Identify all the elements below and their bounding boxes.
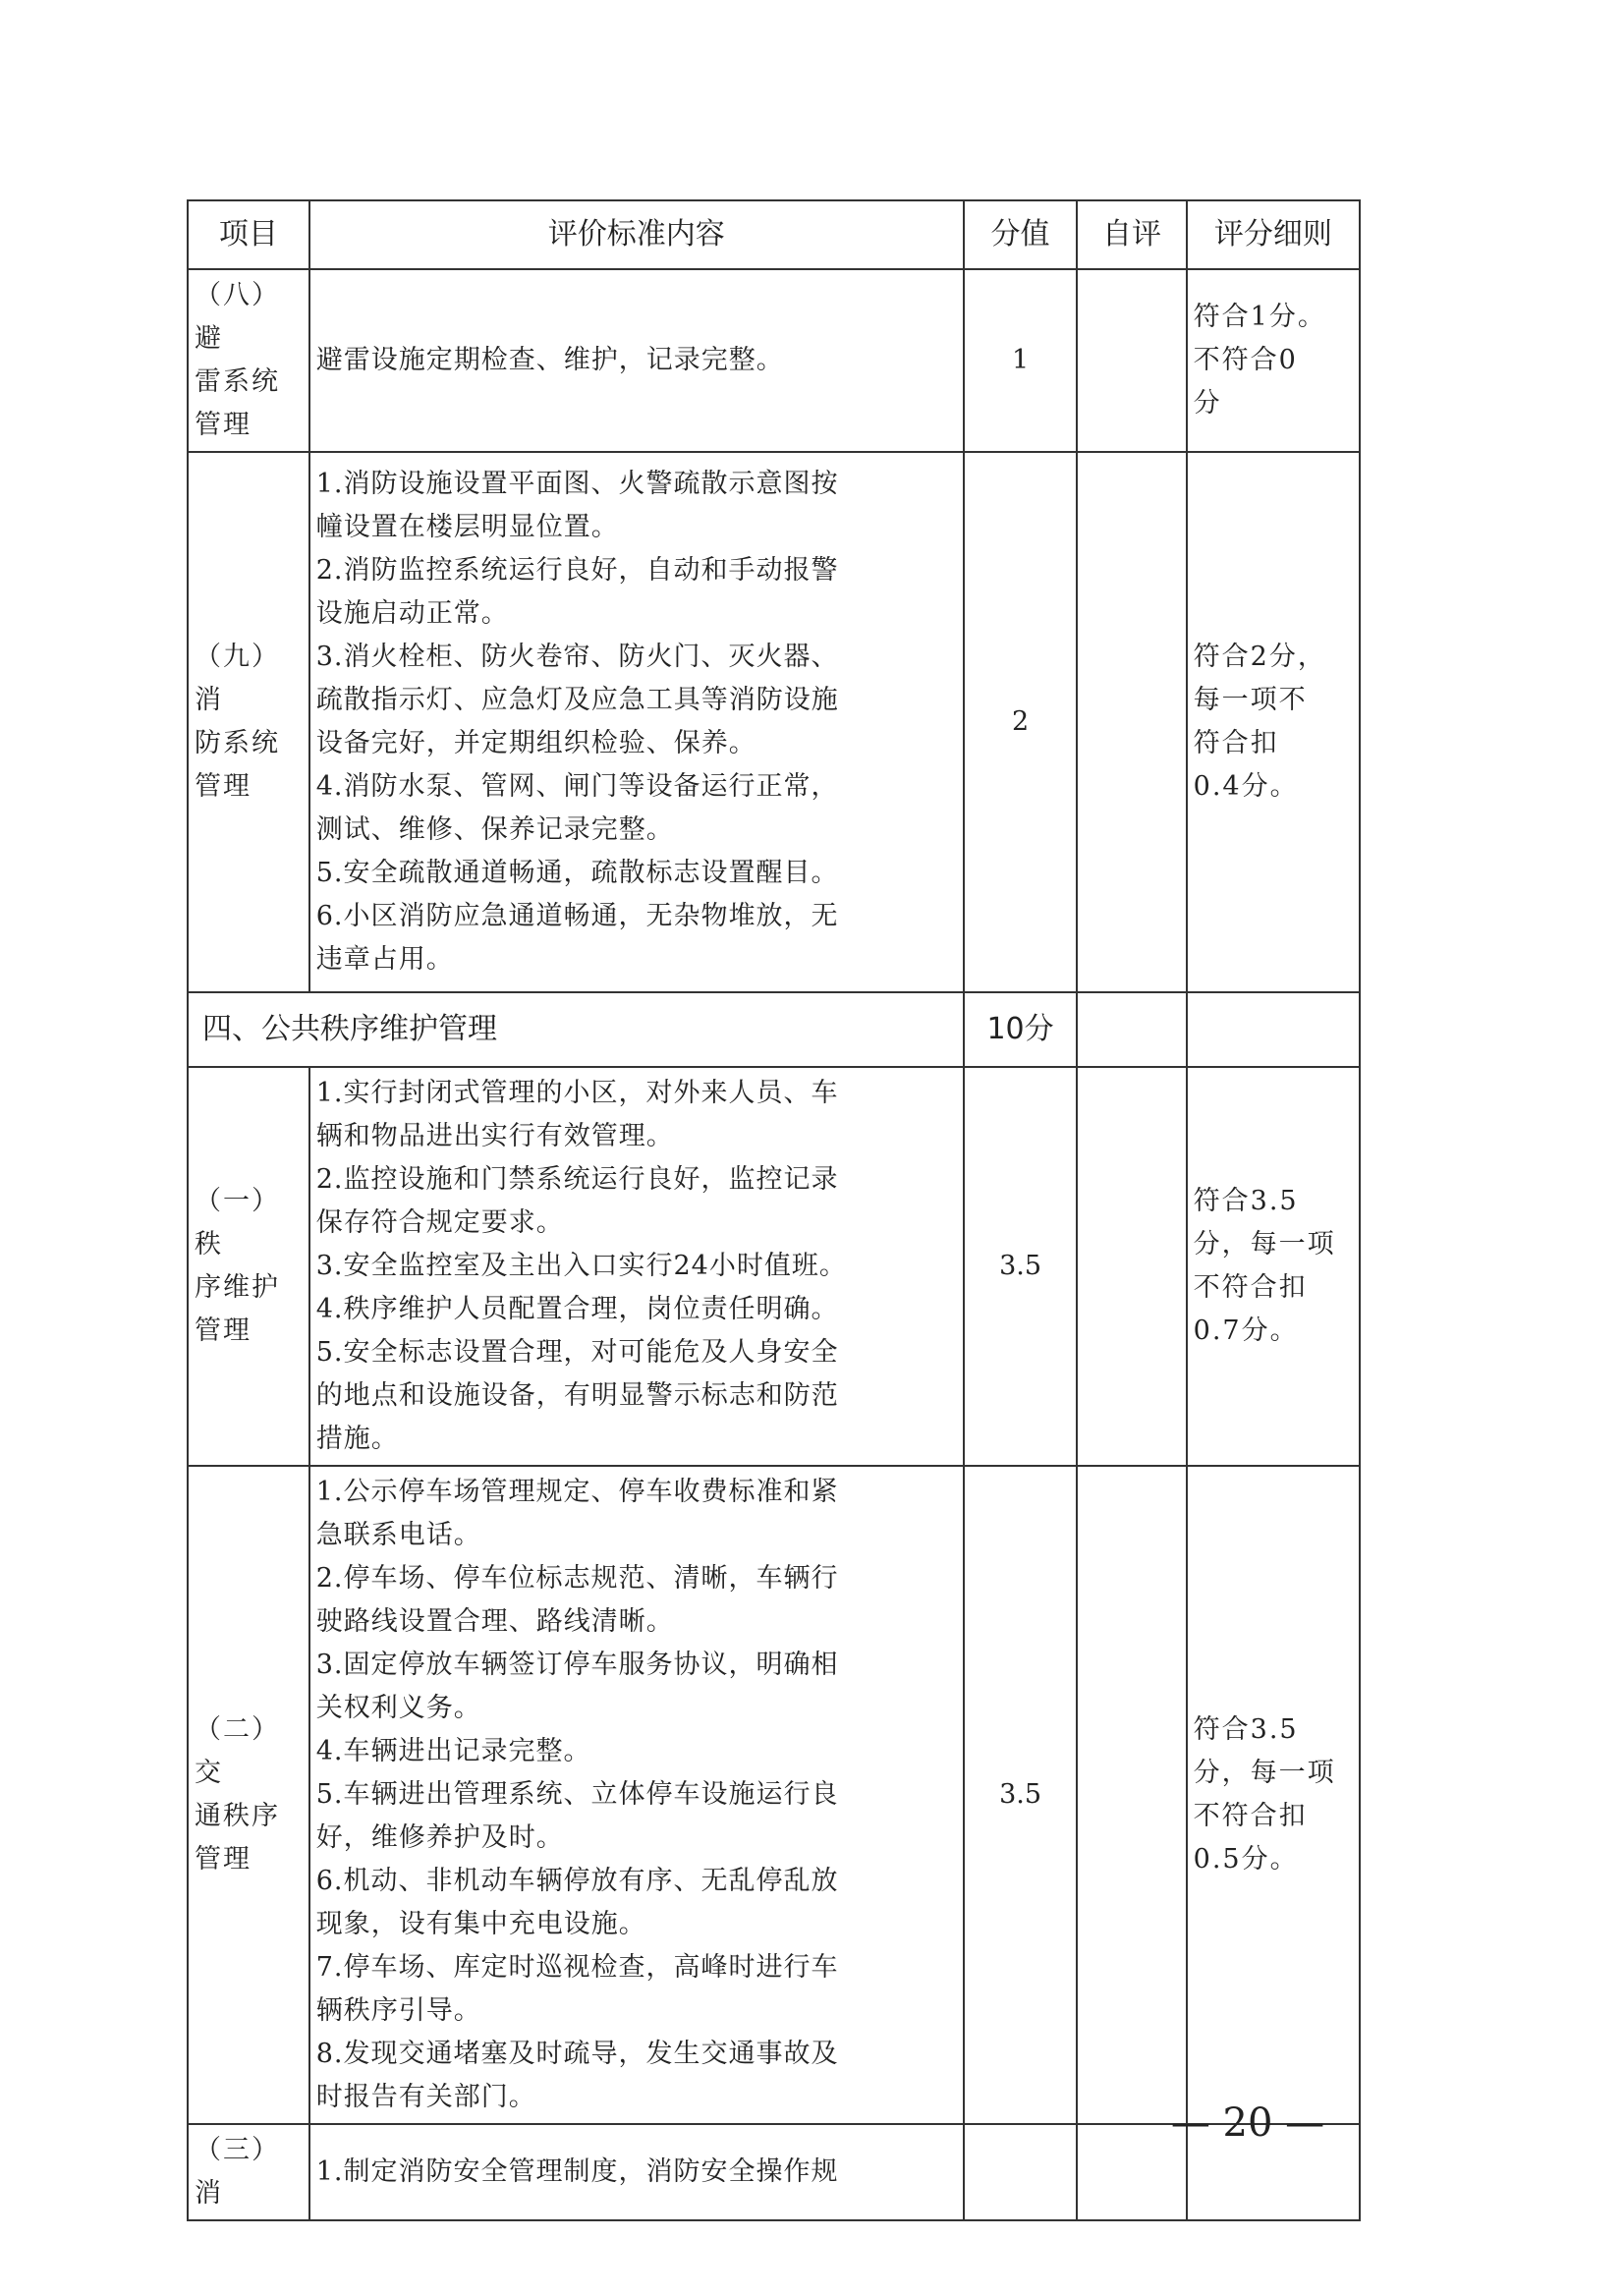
standard-cell-line: 5.车辆进出管理系统、立体停车设施运行良 [315, 1779, 839, 1810]
header-score: 分值 [964, 200, 1077, 269]
standard-cell-line: 辆和物品进出实行有效管理。 [315, 1121, 674, 1151]
rule-cell [1187, 1067, 1360, 1466]
section-score: 10分 [964, 992, 1077, 1067]
item-cell [188, 1067, 309, 1466]
rule-cell-line: 不符合扣 [1193, 1801, 1308, 1831]
standard-cell-line: 1.消防设施设置平面图、火警疏散示意图按 [315, 469, 839, 499]
score-cell: 1 [964, 269, 1077, 452]
table-body-lower [188, 1067, 1360, 2220]
section-body [188, 992, 1360, 1067]
section-self-cell [1077, 992, 1186, 1067]
standard-cell-line: 2.消防监控系统运行良好，自动和手动报警 [315, 555, 839, 586]
standard-cell-line: 时报告有关部门。 [315, 2082, 536, 2112]
table-row [188, 1466, 1360, 2124]
standard-cell-line: 4.车辆进出记录完整。 [315, 1736, 591, 1766]
standard-cell-line: 违章占用。 [315, 944, 454, 975]
item-cell-line: （一）秩 [195, 1186, 280, 1259]
standard-cell [309, 452, 964, 992]
header-item: 项目 [188, 200, 309, 269]
table-header-row [188, 200, 1360, 269]
standard-cell [309, 2124, 964, 2220]
standard-cell-line: 设备完好，并定期组织检验、保养。 [315, 728, 756, 758]
standard-cell-line: 3.安全监控室及主出入口实行24小时值班。 [315, 1251, 847, 1281]
standard-cell-line: 驶路线设置合理、路线清晰。 [315, 1606, 674, 1637]
header-rule: 评分细则 [1187, 200, 1360, 269]
self-eval-cell [1077, 1067, 1186, 1466]
rule-cell-line: 分，每一项 [1193, 1229, 1336, 1259]
self-eval-cell [1077, 269, 1186, 452]
table-body-upper [188, 269, 1360, 992]
standard-cell-line: 现象，设有集中充电设施。 [315, 1909, 646, 1939]
standard-cell-line: 8.发现交通堵塞及时疏导，发生交通事故及 [315, 2039, 839, 2069]
item-cell [188, 1466, 309, 2124]
item-cell-line: 通秩序 [195, 1801, 280, 1831]
standard-cell-line: 3.消火栓柜、防火卷帘、防火门、灭火器、 [315, 642, 839, 672]
standard-cell-line: 4.秩序维护人员配置合理，岗位责任明确。 [315, 1294, 839, 1324]
standard-cell-line: 1.实行封闭式管理的小区，对外来人员、车 [315, 1078, 839, 1108]
standard-cell-line: 辆秩序引导。 [315, 1995, 481, 2026]
standard-cell-line: 避雷设施定期检查、维护，记录完整。 [315, 345, 784, 375]
rule-cell-line: 符合扣 [1193, 728, 1279, 758]
section-row [188, 992, 1360, 1067]
standard-cell-line: 急联系电话。 [315, 1520, 481, 1550]
rule-cell [1187, 452, 1360, 992]
rule-cell [1187, 1466, 1360, 2124]
rule-cell-line: 分，每一项 [1193, 1758, 1336, 1788]
standard-cell-line: 4.消防水泵、管网、闸门等设备运行正常， [315, 771, 839, 802]
score-cell: 2 [964, 452, 1077, 992]
rule-cell-line: 0.7分。 [1193, 1315, 1299, 1346]
section-rule-cell [1187, 992, 1360, 1067]
rule-cell-line: 不符合扣 [1193, 1272, 1308, 1303]
standard-cell-line: 1.公示停车场管理规定、停车收费标准和紧 [315, 1477, 839, 1507]
item-cell [188, 2124, 309, 2220]
standard-cell-line: 措施。 [315, 1424, 399, 1454]
standard-cell-line: 的地点和设施设备，有明显警示标志和防范 [315, 1380, 839, 1411]
standard-cell-line: 1.制定消防安全管理制度，消防安全操作规 [315, 2156, 839, 2187]
evaluation-table [187, 199, 1361, 2221]
section-title: 四、公共秩序维护管理 [188, 992, 964, 1067]
item-cell-line: 防系统 [195, 728, 280, 758]
rule-cell-line: 符合2分， [1193, 642, 1326, 672]
rule-cell-line: 不符合0 [1193, 345, 1298, 375]
standard-cell-line: 好，维修养护及时。 [315, 1822, 564, 1853]
standard-cell-line: 测试、维修、保养记录完整。 [315, 814, 674, 845]
item-cell-line: （九）消 [195, 642, 280, 715]
rule-cell-line: 符合3.5 [1193, 1714, 1299, 1745]
self-eval-cell [1077, 1466, 1186, 2124]
standard-cell-line: 设施启动正常。 [315, 598, 509, 629]
item-cell [188, 269, 309, 452]
rule-cell-line: 0.4分。 [1193, 771, 1299, 802]
page-number: — 20 — [1170, 2100, 1325, 2146]
self-eval-cell [1077, 452, 1186, 992]
item-cell-line: （二）交 [195, 1714, 280, 1788]
standard-cell [309, 1466, 964, 2124]
score-cell: 3.5 [964, 1466, 1077, 2124]
standard-cell-line: 6.机动、非机动车辆停放有序、无乱停乱放 [315, 1866, 839, 1896]
header-standard: 评价标准内容 [309, 200, 964, 269]
item-cell-line: （八）避 [195, 280, 280, 354]
item-cell-line: 管理 [195, 410, 252, 440]
item-cell-line: 管理 [195, 1315, 252, 1346]
standard-cell-line: 3.固定停放车辆签订停车服务协议，明确相 [315, 1650, 839, 1680]
item-cell [188, 452, 309, 992]
item-cell-line: 管理 [195, 771, 252, 802]
item-cell-line: 管理 [195, 1844, 252, 1875]
standard-cell [309, 1067, 964, 1466]
item-cell-line: 雷系统 [195, 366, 280, 397]
standard-cell-line: 2.停车场、停车位标志规范、清晰，车辆行 [315, 1563, 839, 1594]
header-self: 自评 [1077, 200, 1186, 269]
standard-cell-line: 关权利义务。 [315, 1693, 481, 1723]
standard-cell [309, 269, 964, 452]
item-cell-line: （三）消 [195, 2135, 280, 2209]
rule-cell-line: 每一项不 [1193, 685, 1308, 715]
standard-cell-line: 6.小区消防应急通道畅通，无杂物堆放，无 [315, 901, 839, 931]
score-cell [964, 2124, 1077, 2220]
rule-cell-line: 0.5分。 [1193, 1844, 1299, 1875]
standard-cell-line: 7.停车场、库定时巡视检查，高峰时进行车 [315, 1952, 839, 1983]
item-cell-line: 序维护 [195, 1272, 280, 1303]
standard-cell-line: 幢设置在楼层明显位置。 [315, 512, 619, 542]
score-cell: 3.5 [964, 1067, 1077, 1466]
standard-cell-line: 疏散指示灯、应急灯及应急工具等消防设施 [315, 685, 839, 715]
table-row [188, 452, 1360, 992]
standard-cell-line: 保存符合规定要求。 [315, 1207, 564, 1238]
rule-cell-line: 符合3.5 [1193, 1186, 1299, 1216]
rule-cell-line: 符合1分。 [1193, 302, 1326, 332]
rule-cell-line: 分 [1193, 388, 1222, 419]
standard-cell-line: 5.安全标志设置合理，对可能危及人身安全 [315, 1337, 839, 1368]
standard-cell-line: 2.监控设施和门禁系统运行良好，监控记录 [315, 1164, 839, 1195]
standard-cell-line: 5.安全疏散通道畅通，疏散标志设置醒目。 [315, 858, 839, 888]
table-row [188, 1067, 1360, 1466]
table-row [188, 269, 1360, 452]
rule-cell [1187, 269, 1360, 452]
